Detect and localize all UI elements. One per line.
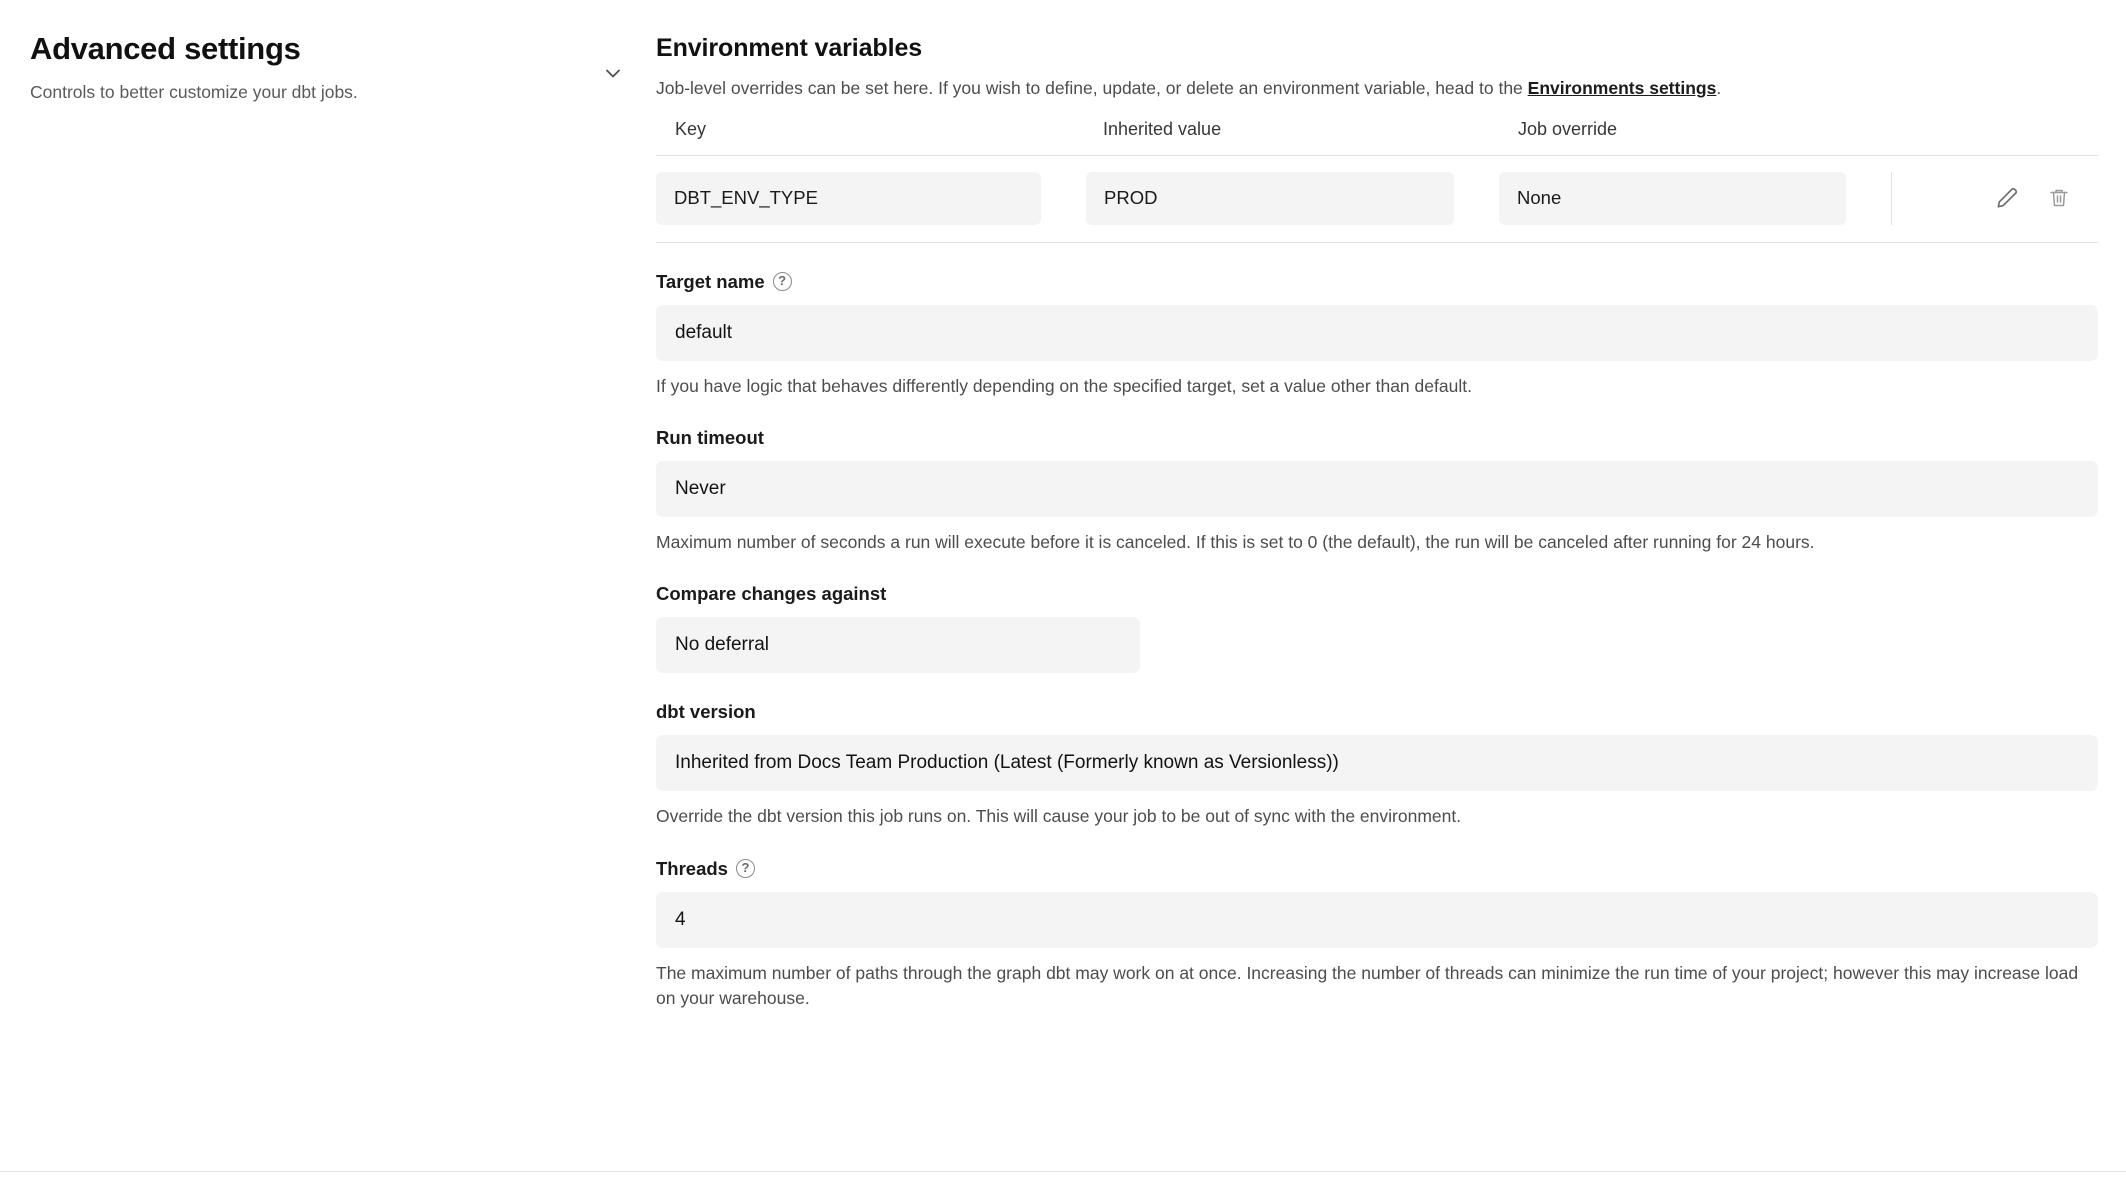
- run-timeout-help: Maximum number of seconds a run will execute before it is canceled. If this is set to 0 (the default), the run will be canceled after running for 24 hours.: [656, 531, 1815, 552]
- chevron-down-icon[interactable]: [600, 60, 626, 86]
- run-timeout-field: [656, 427, 2098, 555]
- advanced-settings-left-panel: [0, 18, 656, 1168]
- run-timeout-label: Run timeout: [656, 426, 764, 448]
- advanced-settings-right-panel: [656, 18, 2126, 1168]
- trash-icon[interactable]: [2044, 183, 2074, 213]
- compare-changes-label: Compare changes against: [656, 583, 887, 605]
- dbt-version-help: Override the dbt version this job runs on. This will cause your job to be out of sync with the environment.: [656, 806, 1462, 827]
- table-header-row: [656, 119, 2098, 156]
- column-header-inherited-value: Inherited value: [1103, 118, 1222, 139]
- target-name-input[interactable]: default: [656, 305, 2098, 361]
- column-header-key: Key: [675, 118, 707, 139]
- threads-help: The maximum number of paths through the graph dbt may work on at once. Increasing the number of threads can minimize the run time of your project; however this may increase load on your warehouse.: [656, 962, 2079, 1008]
- env-var-actions-cell: [1891, 172, 2098, 225]
- page-subtitle: Controls to better customize your dbt jobs.: [30, 81, 358, 102]
- threads-field: [656, 858, 2098, 1012]
- environment-variables-description: [656, 76, 2098, 101]
- target-name-label: Target name: [656, 270, 765, 292]
- environments-settings-link[interactable]: Environments settings: [1527, 78, 1717, 98]
- compare-changes-field: [656, 583, 2098, 673]
- env-var-override-cell: [1499, 172, 1891, 225]
- threads-label: Threads: [656, 857, 728, 879]
- page-title: Advanced settings: [30, 31, 301, 66]
- help-icon[interactable]: ?: [773, 272, 792, 291]
- env-var-inherited-input[interactable]: PROD: [1086, 172, 1454, 225]
- run-timeout-input[interactable]: Never: [656, 461, 2098, 517]
- target-name-field: [656, 271, 2098, 399]
- dbt-version-label-row: [656, 701, 2098, 723]
- column-header-job-override: Job override: [1518, 118, 1618, 139]
- env-var-key-input[interactable]: DBT_ENV_TYPE: [656, 172, 1041, 225]
- dbt-version-input[interactable]: Inherited from Docs Team Production (Latest (Formerly known as Versionless)): [656, 735, 2098, 791]
- env-desc-text-after: .: [1716, 78, 1722, 98]
- environment-variables-title: Environment variables: [656, 34, 923, 62]
- env-var-key-cell: [656, 172, 1086, 225]
- pencil-icon[interactable]: [1992, 183, 2022, 213]
- target-name-label-row: [656, 271, 2098, 293]
- run-timeout-label-row: [656, 427, 2098, 449]
- compare-changes-input[interactable]: No deferral: [656, 617, 1140, 673]
- threads-label-row: [656, 858, 2098, 880]
- dbt-version-field: [656, 701, 2098, 829]
- table-row: [656, 156, 2098, 243]
- env-var-inherited-cell: [1086, 172, 1499, 225]
- environment-variables-table: [656, 119, 2098, 243]
- env-desc-text-before: Job-level overrides can be set here. If you wish to define, update, or delete an environment variable, head to the: [656, 78, 1528, 98]
- target-name-help: If you have logic that behaves differently depending on the specified target, set a value other than default.: [656, 375, 1472, 396]
- bottom-strip: [0, 1172, 2126, 1200]
- env-var-override-input[interactable]: None: [1499, 172, 1846, 225]
- threads-input[interactable]: 4: [656, 892, 2098, 948]
- dbt-version-label: dbt version: [656, 701, 756, 723]
- help-icon[interactable]: ?: [736, 859, 755, 878]
- compare-changes-label-row: [656, 583, 2098, 605]
